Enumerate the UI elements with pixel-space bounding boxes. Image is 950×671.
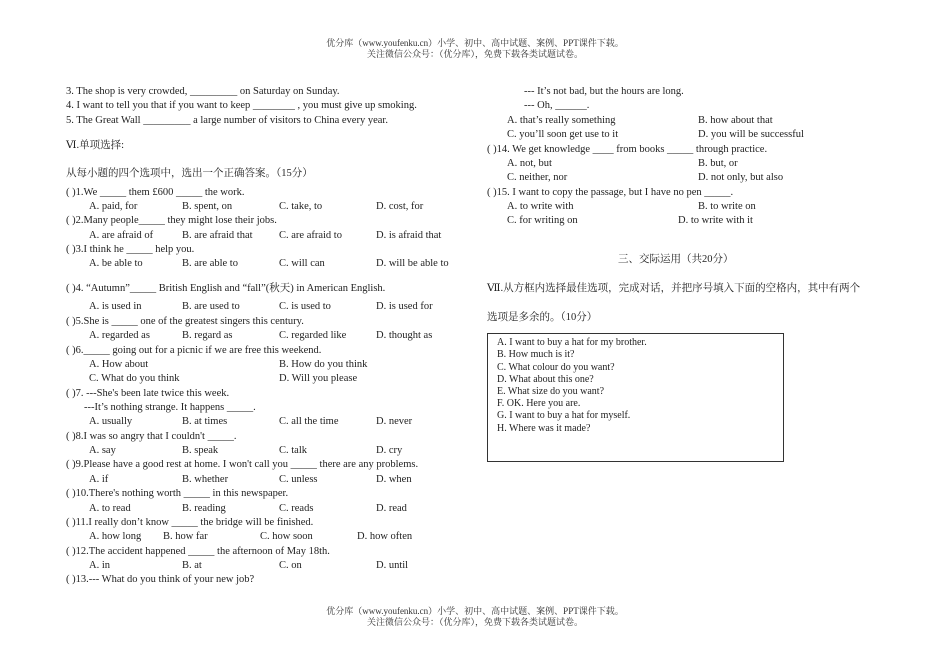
q10-option-a: A. to read <box>89 503 131 514</box>
q10-option-b: B. reading <box>182 503 226 514</box>
box-option-d: D. What about this one? <box>497 374 594 385</box>
q6-option-b: B. How do you think <box>279 359 368 370</box>
q2-option-b: B. are afraid that <box>182 230 253 241</box>
q13-option-a: A. that’s really something <box>507 115 616 126</box>
q11-option-d: D. how often <box>357 531 413 542</box>
q12-option-c: C. on <box>279 560 302 571</box>
q9-option-a: A. if <box>89 474 109 485</box>
question-11-stem: ( )11.I really don’t know _____ the bridge will be finished. <box>66 517 314 528</box>
question-4-stem: ( )4. “Autumn”_____ British English and “fall”(秋天) in American English. <box>66 283 386 294</box>
question-5-stem: ( )5.She is _____ one of the greatest singers this century. <box>66 316 304 327</box>
footer-line-1: 优分库（www.youfenku.cn）小学、初中、高中试题、案例、PPT课件下载。 <box>326 606 624 616</box>
q8-option-b: B. speak <box>182 445 219 456</box>
q12-option-b: B. at <box>182 560 202 571</box>
q14-option-b: B. but, or <box>698 158 738 169</box>
q9-option-b: B. whether <box>182 474 229 485</box>
page-footer <box>0 606 950 628</box>
q1-option-b: B. spent, on <box>182 201 233 212</box>
q6-option-d: D. Will you please <box>279 373 358 384</box>
q4-option-d: D. is used for <box>376 301 433 312</box>
question-13-reply: --- It’s not bad, but the hours are long. <box>524 86 684 97</box>
question-9-stem: ( )9.Please have a good rest at home. I won't call you _____ there are any problems. <box>66 459 419 470</box>
question-1-stem: ( )1.We _____ them £600 _____ the work. <box>66 187 245 198</box>
q4-option-b: B. are used to <box>182 301 240 312</box>
q11-option-c: C. how soon <box>260 531 313 542</box>
q8-option-d: D. cry <box>376 445 403 456</box>
q7-option-b: B. at times <box>182 416 228 427</box>
question-14-stem: ( )14. We get knowledge ____ from books _____ through practice. <box>487 144 768 155</box>
q10-option-c: C. reads <box>279 503 314 514</box>
q13-option-c: C. you’ll soon get use to it <box>507 129 619 140</box>
section-6-instruction: 从每小题的四个选项中，选出一个正确答案。（15分） <box>66 168 313 179</box>
q2-option-d: D. is afraid that <box>376 230 442 241</box>
q4-option-a: A. is used in <box>89 301 142 312</box>
q6-option-c: C. What do you think <box>89 373 180 384</box>
box-option-b: B. How much is it? <box>497 349 575 360</box>
q1-option-d: D. cost, for <box>376 201 424 212</box>
q7-option-c: C. all the time <box>279 416 339 427</box>
q8-option-c: C. talk <box>279 445 307 456</box>
q2-option-a: A. are afraid of <box>89 230 154 241</box>
question-13-response: --- Oh, ______. <box>524 100 590 111</box>
q12-option-a: A. in <box>89 560 110 571</box>
q3-option-d: D. will be able to <box>376 258 449 269</box>
q15-option-c: C. for writing on <box>507 215 578 226</box>
question-6-stem: ( )6._____ going out for a picnic if we are free this weekend. <box>66 345 322 356</box>
box-option-f: F. OK. Here you are. <box>497 398 581 409</box>
q7-option-d: D. never <box>376 416 413 427</box>
q15-option-b: B. to write on <box>698 201 756 212</box>
box-option-e: E. What size do you want? <box>497 386 605 397</box>
box-option-h: H. Where was it made? <box>497 423 591 434</box>
q15-option-d: D. to write with it <box>678 215 753 226</box>
q9-option-d: D. when <box>376 474 412 485</box>
footer-line-2: 关注微信公众号：（优分库），免费下载各类试题试卷。 <box>366 617 583 627</box>
page-header <box>0 38 950 60</box>
question-10-stem: ( )10.There's nothing worth _____ in this newspaper. <box>66 488 289 499</box>
q11-option-b: B. how far <box>163 531 208 542</box>
box-option-c: C. What colour do you want? <box>497 362 615 373</box>
box-option-a: A. I want to buy a hat for my brother. <box>497 337 647 348</box>
section-7-instruction-line-1: Ⅶ.从方框内选择最佳选项，完成对话，并把序号填入下面的空格内，其中有两个 <box>487 283 861 294</box>
box-option-g: G. I want to buy a hat for myself. <box>497 410 631 421</box>
q4-option-c: C. is used to <box>279 301 331 312</box>
question-8-stem: ( )8.I was so angry that I couldn't _____. <box>66 431 237 442</box>
fill-line-5: 5. The Great Wall _________ a large number of visitors to China every year. <box>66 115 388 126</box>
q8-option-a: A. say <box>89 445 116 456</box>
q11-option-a: A. how long <box>89 531 142 542</box>
q14-option-d: D. not only, but also <box>698 172 784 183</box>
question-3-stem: ( )3.I think he _____ help you. <box>66 244 195 255</box>
q12-option-d: D. until <box>376 560 409 571</box>
q5-option-b: B. regard as <box>182 330 233 341</box>
q13-option-d: D. you will be successful <box>698 129 804 140</box>
q15-option-a: A. to write with <box>507 201 574 212</box>
section-7-instruction-line-2: 选项是多余的。（10分） <box>487 312 598 323</box>
question-2-stem: ( )2.Many people_____ they might lose their jobs. <box>66 215 277 226</box>
q5-option-a: A. regarded as <box>89 330 150 341</box>
q6-option-a: A. How about <box>89 359 149 370</box>
q3-option-c: C. will can <box>279 258 325 269</box>
q10-option-d: D. read <box>376 503 407 514</box>
q9-option-c: C. unless <box>279 474 318 485</box>
q3-option-a: A. be able to <box>89 258 143 269</box>
question-7-reply: ---It’s nothing strange. It happens _____. <box>84 402 256 413</box>
q5-option-d: D. thought as <box>376 330 433 341</box>
question-12-stem: ( )12.The accident happened _____ the afternoon of May 18th. <box>66 546 330 557</box>
header-line-1: 优分库（www.youfenku.cn）小学、初中、高中试题、案例、PPT课件下载。 <box>326 38 624 48</box>
q2-option-c: C. are afraid to <box>279 230 342 241</box>
question-15-stem: ( )15. I want to copy the passage, but I have no pen _____. <box>487 187 734 198</box>
q1-option-c: C. take, to <box>279 201 323 212</box>
q14-option-a: A. not, but <box>507 158 552 169</box>
q13-option-b: B. how about that <box>698 115 773 126</box>
part-3-title: 三、交际运用（共20分） <box>618 254 734 265</box>
q1-option-a: A. paid, for <box>89 201 138 212</box>
q7-option-a: A. usually <box>89 416 133 427</box>
fill-line-3: 3. The shop is very crowded, _________ on Saturday on Sunday. <box>66 86 340 97</box>
fill-line-4: 4. I want to tell you that if you want to keep ________ , you must give up smoking. <box>66 100 417 111</box>
q14-option-c: C. neither, nor <box>507 172 568 183</box>
q3-option-b: B. are able to <box>182 258 238 269</box>
q5-option-c: C. regarded like <box>279 330 347 341</box>
question-7-stem: ( )7. ---She's been late twice this week. <box>66 388 230 399</box>
options-box <box>487 333 784 462</box>
section-6-title: Ⅵ.单项选择: <box>66 140 125 151</box>
header-line-2: 关注微信公众号：（优分库），免费下载各类试题试卷。 <box>366 49 583 59</box>
question-13-stem: ( )13.--- What do you think of your new job? <box>66 574 255 585</box>
